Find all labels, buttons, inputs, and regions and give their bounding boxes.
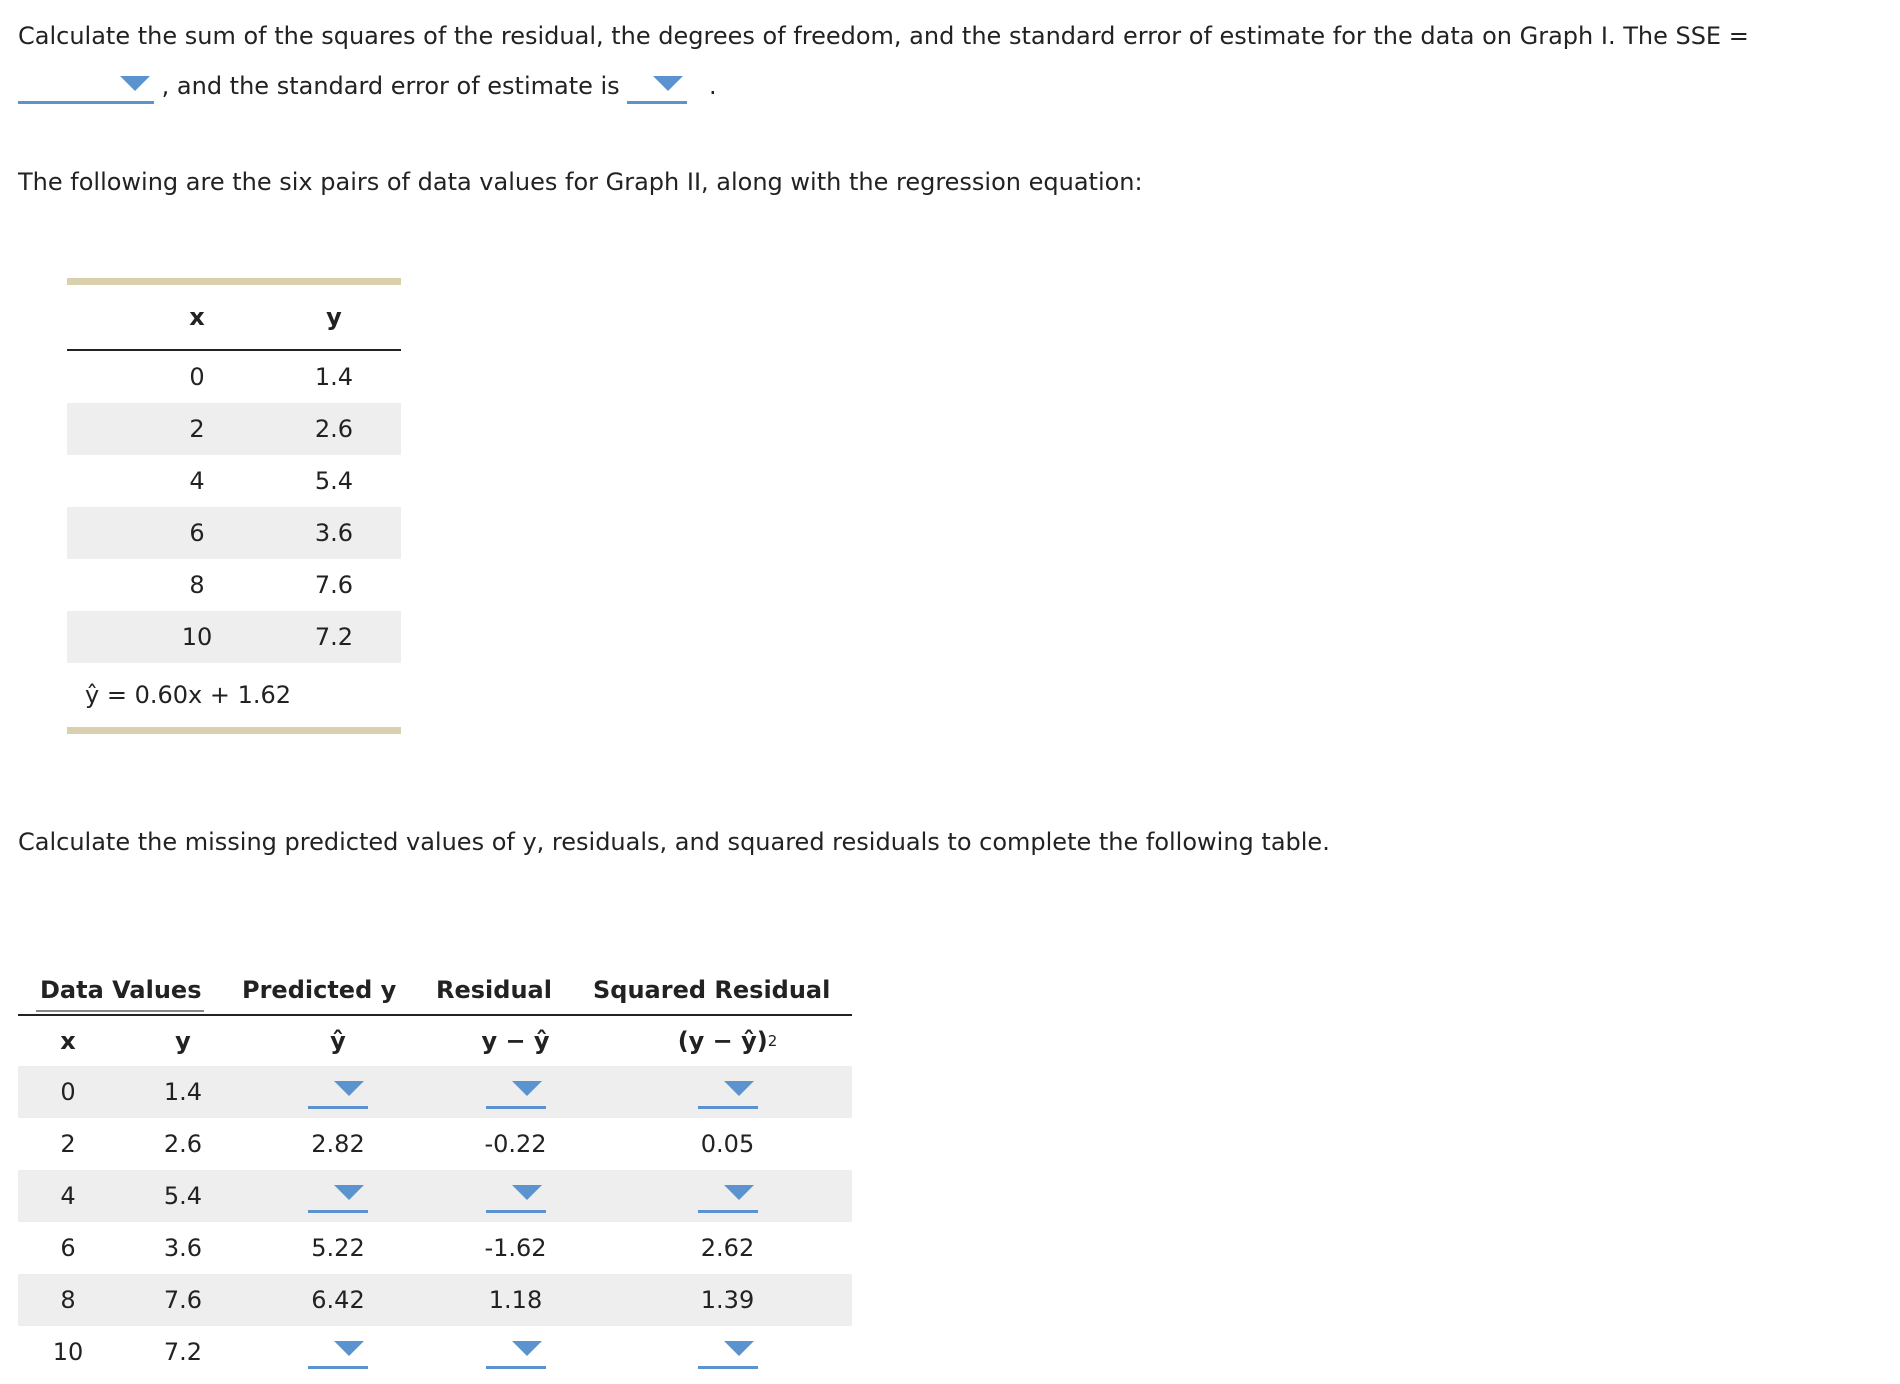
- cell-y: 7.2: [163, 1338, 203, 1366]
- table-header: [67, 285, 401, 351]
- cell-x: 0: [60, 1078, 76, 1106]
- standard-error-dropdown[interactable]: [627, 71, 687, 104]
- group-data-values: Data Values: [40, 976, 202, 1004]
- chevron-down-icon: [724, 1341, 754, 1356]
- chevron-down-icon: [334, 1341, 364, 1356]
- cell-squared: 0.05: [700, 1130, 755, 1158]
- cell-yhat: 5.22: [311, 1234, 365, 1262]
- yhat-dropdown[interactable]: [308, 1336, 368, 1369]
- table-row: [67, 351, 401, 403]
- table-row: [18, 1118, 852, 1170]
- cell-x: 0: [189, 363, 205, 391]
- chevron-down-icon: [120, 76, 150, 91]
- squared-dropdown[interactable]: [698, 1336, 758, 1369]
- sub-residual: y − ŷ: [481, 1027, 550, 1055]
- chevron-down-icon: [512, 1185, 542, 1200]
- cell-y: 7.2: [314, 623, 354, 651]
- instruction-text: Calculate the missing predicted values of y, residuals, and squared residuals to complete the following table.: [18, 828, 1330, 856]
- sub-y: y: [175, 1027, 191, 1055]
- sse-dropdown[interactable]: [18, 71, 154, 104]
- cell-x: 2: [60, 1130, 76, 1158]
- cell-y: 3.6: [314, 519, 354, 547]
- cell-x: 2: [189, 415, 205, 443]
- residual-table: [18, 970, 852, 1378]
- cell-y: 2.6: [314, 415, 354, 443]
- table-row: [18, 1066, 852, 1118]
- cell-x: 6: [189, 519, 205, 547]
- group-predicted: Predicted y: [242, 976, 397, 1004]
- sub-yhat: ŷ: [330, 1027, 346, 1055]
- cell-yhat: 6.42: [311, 1286, 365, 1314]
- graph2-data-table: [67, 278, 401, 734]
- intro-line-1: Calculate the sum of the squares of the residual, the degrees of freedom, and the standard error of estimate for the data on Graph I. The SSE =: [18, 22, 1749, 50]
- chevron-down-icon: [512, 1081, 542, 1096]
- cell-yhat: 2.82: [311, 1130, 365, 1158]
- table-top-rule: [67, 278, 401, 285]
- table-row: [18, 1274, 852, 1326]
- table-row: [18, 1170, 852, 1222]
- cell-y: 5.4: [314, 467, 354, 495]
- chevron-down-icon: [334, 1185, 364, 1200]
- header-y: y: [326, 303, 342, 331]
- yhat-dropdown[interactable]: [308, 1180, 368, 1213]
- cell-residual: [428, 1066, 603, 1118]
- cell-yhat: [248, 1066, 428, 1118]
- cell-squared: [603, 1066, 852, 1118]
- cell-x: 4: [60, 1182, 76, 1210]
- subheader-row: [18, 1016, 852, 1066]
- group-residual: Residual: [436, 976, 552, 1004]
- chevron-down-icon: [653, 76, 683, 91]
- intro-end-text: .: [708, 72, 717, 100]
- table-bottom-rule: [67, 727, 401, 734]
- intro-mid-text: , and the standard error of estimate is: [161, 72, 620, 100]
- yhat-dropdown[interactable]: [308, 1076, 368, 1109]
- cell-squared: 2.62: [700, 1234, 755, 1262]
- chevron-down-icon: [512, 1341, 542, 1356]
- cell-y: 3.6: [163, 1234, 203, 1262]
- table-row: [67, 559, 401, 611]
- squared-dropdown[interactable]: [698, 1180, 758, 1213]
- cell-squared: [603, 1326, 852, 1378]
- group-squared: Squared Residual: [593, 976, 831, 1004]
- group-header: [18, 970, 852, 1016]
- cell-residual: -1.62: [484, 1234, 547, 1262]
- table-row: [67, 403, 401, 455]
- divider: [36, 1010, 204, 1012]
- sub-squared-base: (y − ŷ): [677, 1027, 768, 1055]
- table-row: [67, 611, 401, 663]
- regression-equation: ŷ = 0.60x + 1.62: [85, 681, 292, 709]
- sub-squared-exp: 2: [767, 1032, 778, 1050]
- cell-squared: 1.39: [700, 1286, 755, 1314]
- cell-y: 1.4: [163, 1078, 203, 1106]
- cell-x: 10: [52, 1338, 84, 1366]
- chevron-down-icon: [724, 1185, 754, 1200]
- graph2-intro: The following are the six pairs of data values for Graph II, along with the regression equation:: [18, 168, 1143, 196]
- sub-squared: [603, 1016, 852, 1066]
- cell-residual: [428, 1326, 603, 1378]
- cell-y: 5.4: [163, 1182, 203, 1210]
- cell-yhat: [248, 1326, 428, 1378]
- cell-residual: -0.22: [484, 1130, 547, 1158]
- sub-x: x: [60, 1027, 76, 1055]
- cell-y: 7.6: [314, 571, 354, 599]
- table-row: [18, 1222, 852, 1274]
- cell-x: 8: [60, 1286, 76, 1314]
- table-row: [18, 1326, 852, 1378]
- cell-x: 8: [189, 571, 205, 599]
- chevron-down-icon: [724, 1081, 754, 1096]
- cell-x: 4: [189, 467, 205, 495]
- cell-y: 1.4: [314, 363, 354, 391]
- cell-x: 10: [181, 623, 213, 651]
- cell-y: 2.6: [163, 1130, 203, 1158]
- intro-line-2: [18, 68, 717, 104]
- header-x: x: [189, 303, 205, 331]
- cell-residual: 1.18: [488, 1286, 543, 1314]
- residual-dropdown[interactable]: [486, 1076, 546, 1109]
- table-row: [67, 507, 401, 559]
- residual-dropdown[interactable]: [486, 1336, 546, 1369]
- table-row: [67, 455, 401, 507]
- cell-yhat: [248, 1170, 428, 1222]
- squared-dropdown[interactable]: [698, 1076, 758, 1109]
- residual-dropdown[interactable]: [486, 1180, 546, 1213]
- cell-squared: [603, 1170, 852, 1222]
- cell-x: 6: [60, 1234, 76, 1262]
- chevron-down-icon: [334, 1081, 364, 1096]
- cell-y: 7.6: [163, 1286, 203, 1314]
- cell-residual: [428, 1170, 603, 1222]
